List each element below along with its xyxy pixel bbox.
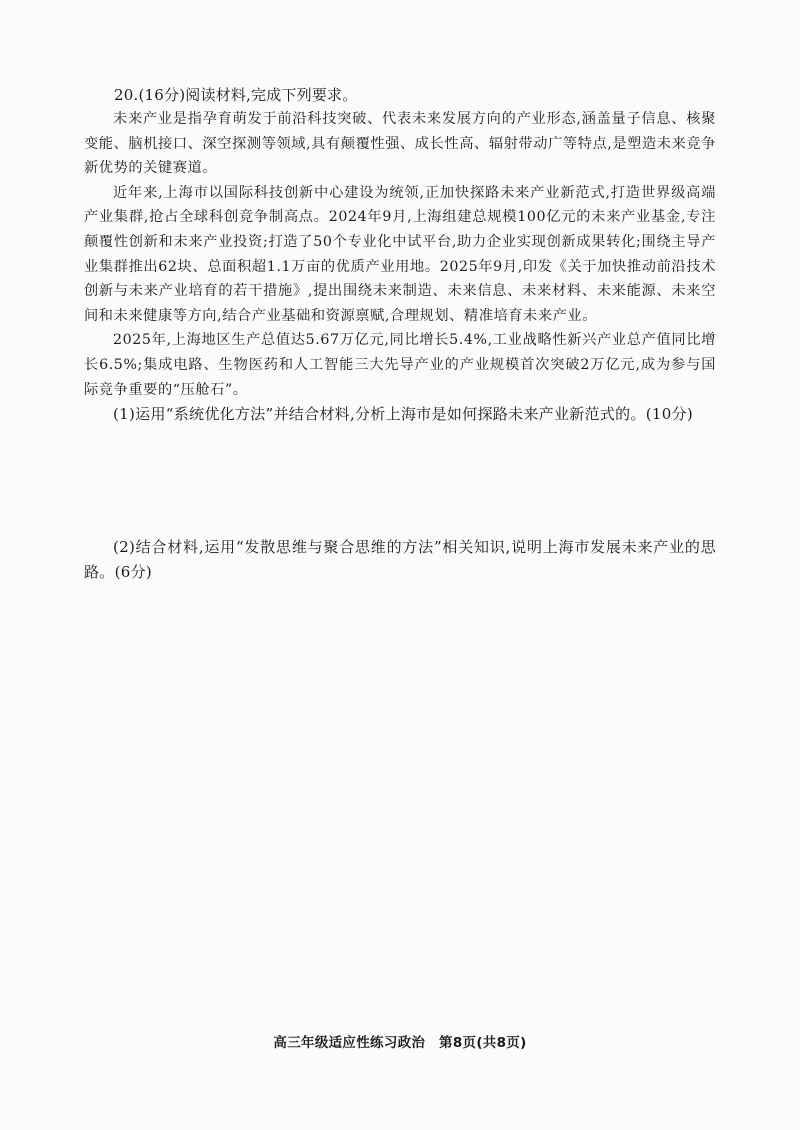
material-paragraph-2: 近年来,上海市以国际科技创新中心建设为统领,正加快探路未来产业新范式,打造世界级高端产业集群,抢占全球科创竞争制高点。2024年9月,上海组建总规模100亿元的未来产业基金,专注颠覆性创新和未来产业投资;打造了50个专业化中试平台,助力企业实现创新成果转化;围绕主导产业集群推出62块、总面积超1.1万亩的优质产业用地。2025年9月,印发《关于加快推动前沿技术创新与未来产业培育的若干措施》,提出围绕未来制造、未来信息、未来材料、未来能源、未来空间和未来健康等方向,结合产业基础和资源禀赋,合理规划、精准培育未来产业。 — [84, 184, 716, 324]
answer-space-1 — [84, 427, 716, 535]
material-paragraph-1: 未来产业是指孕育萌发于前沿科技突破、代表未来发展方向的产业形态,涵盖量子信息、核聚变能、脑机接口、深空探测等领域,具有颠覆性强、成长性高、辐射带动广等特点,是塑造未来竞争新优势的关键赛道。 — [84, 111, 716, 177]
sub-question-2: (2)结合材料,运用“发散思维与聚合思维的方法”相关知识,说明上海市发展未来产业的思路。(6分) — [84, 538, 716, 582]
sub-question-1: (1)运用“系统优化方法”并结合材料,分析上海市是如何探路未来产业新范式的。(10分) — [113, 405, 694, 424]
material-paragraph-3: 2025年,上海地区生产总值达5.67万亿元,同比增长5.4%,工业战略性新兴产业总产值同比增长6.5%;集成电路、生物医药和人工智能三大先导产业的产业规模首次突破2万亿元,成为参与国际竞争重要的“压舱石”。 — [84, 332, 716, 398]
page-footer: 高三年级适应性练习政治 第8页(共8页) — [273, 1035, 527, 1051]
question-header: 20.(16分)阅读材料,完成下列要求。 — [114, 86, 358, 104]
question-20 — [84, 84, 716, 585]
